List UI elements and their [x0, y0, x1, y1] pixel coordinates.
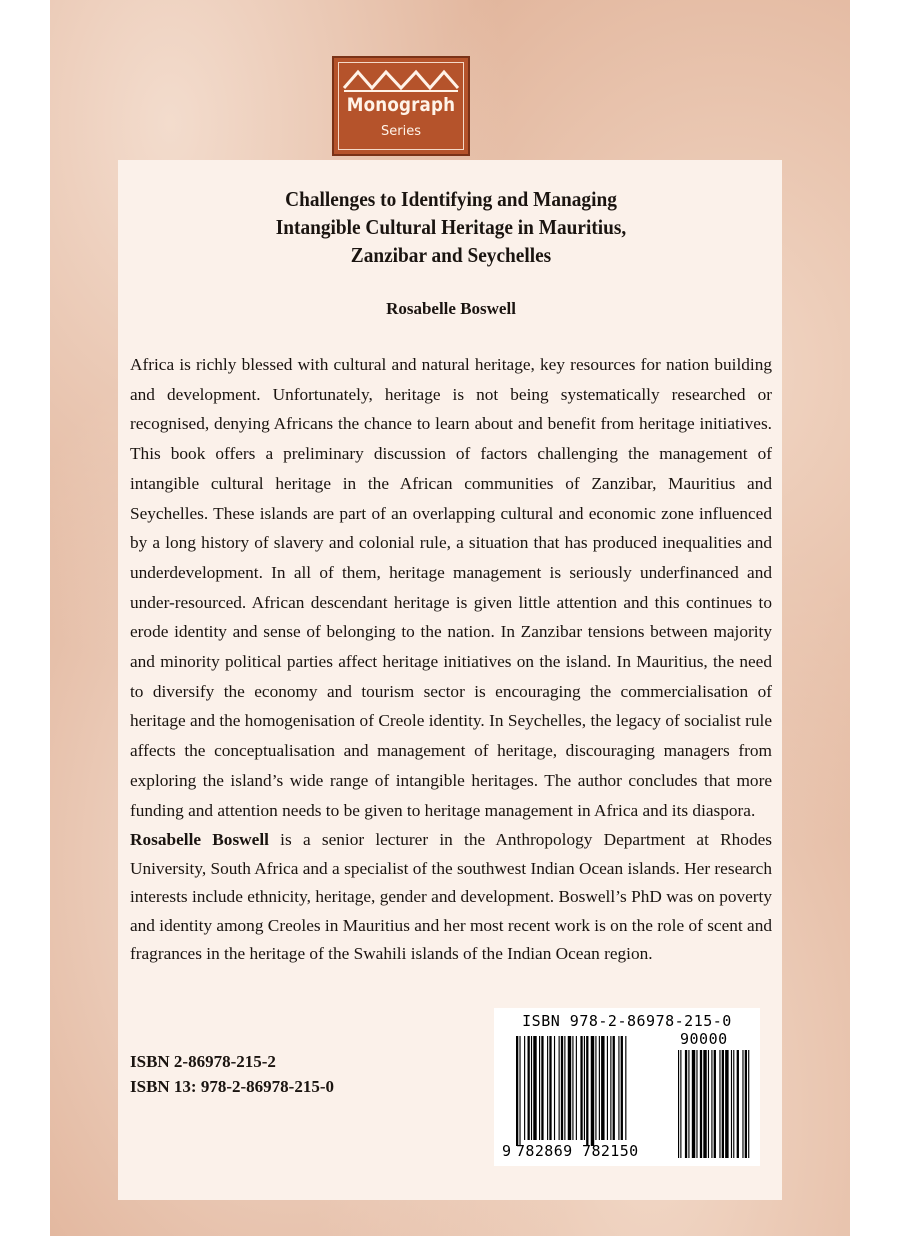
author-bio	[130, 826, 772, 969]
isbn-10: ISBN 2-86978-215-2	[130, 1052, 276, 1071]
isbn-block	[130, 1049, 334, 1099]
title-line: Intangible Cultural Heritage in Mauritius,	[275, 215, 627, 239]
barcode-bar	[528, 1036, 530, 1140]
barcode-addon-bar	[725, 1050, 728, 1158]
barcode-addon-bar	[714, 1050, 716, 1158]
logo-brand-text: Monograph	[346, 94, 456, 116]
title-line: Zanzibar and Seychelles	[350, 243, 552, 267]
book-description: Africa is richly blessed with cultural and natural heritage, key resources for nation building and development. Unfortunately, heritage is not being systematically researched or recognised, denying Africans the chance to learn about and benefit from heritage initiatives. This book offers a preliminary discussion of factors challenging the management of intangible cultural heritage in the African communities of Zanzibar, Mauritius and Seychelles. These islands are part of an overlapping cultural and economic zone influenced by a long history of slavery and colonial rule, a situation that has produced inequalities and underdevelopment. In all of them, heritage management is seriously underfinanced and under-resourced. African descendant heritage is given little attention and this continues to erode identity and sense of belonging to the nation. In Zanzibar tensions between majority and minority political parties affect heritage initiatives on the island. In Mauritius, the need to diversify the economy and tourism sector is encouraging the commercialisation of heritage and the homogenisation of Creole identity. In Seychelles, the legacy of socialist rule affects the conceptualisation and management of heritage, discouraging managers from exploring the island’s wide range of intangible heritages. The author concludes that more funding and attention needs to be given to heritage management in Africa and its diaspora.	[130, 355, 772, 820]
barcode-addon-bar	[685, 1050, 687, 1158]
logo-series-text: Series	[381, 124, 421, 139]
author-name: Rosabelle Boswell	[386, 299, 516, 318]
barcode-bar	[607, 1036, 608, 1140]
barcode-addon-bar	[745, 1050, 747, 1158]
barcode-bar	[601, 1036, 604, 1140]
barcode-bar	[564, 1036, 565, 1140]
barcode-bar	[561, 1036, 563, 1140]
title-line: Challenges to Identifying and Managing	[285, 187, 617, 211]
barcode-bar	[559, 1036, 560, 1140]
barcode-bar	[541, 1036, 543, 1140]
barcode-bar	[519, 1036, 520, 1146]
barcode-addon-bar	[742, 1050, 743, 1158]
isbn-barcode	[494, 1008, 760, 1166]
barcode-lead-digit: 9	[502, 1142, 512, 1160]
barcode-addon-bar	[700, 1050, 702, 1158]
barcode-bar	[568, 1036, 571, 1140]
barcode-addon-bar	[696, 1050, 697, 1158]
barcode-bar	[621, 1036, 623, 1140]
barcode-addon-bar	[688, 1050, 689, 1158]
barcode-bar	[524, 1036, 525, 1140]
barcode-addon-bar	[737, 1050, 739, 1158]
barcode-bar	[625, 1036, 626, 1140]
barcode-bar	[591, 1036, 594, 1146]
barcode-bar	[586, 1036, 588, 1146]
barcode-addon-digits: 90000	[680, 1030, 728, 1048]
barcode-bar	[610, 1036, 611, 1140]
barcode-bar	[599, 1036, 600, 1140]
barcode-bar	[539, 1036, 540, 1140]
barcode-main-digits: 782869 782150	[516, 1142, 639, 1160]
barcode-bar	[595, 1036, 596, 1140]
barcode-addon-bar	[731, 1050, 732, 1158]
barcode-addon-bar	[708, 1050, 709, 1158]
barcode-addon-bar	[719, 1050, 720, 1158]
barcode-bar	[533, 1036, 536, 1140]
barcode-bar	[584, 1036, 585, 1140]
bio-text: is a senior lecturer in the Anthropology Department at Rhodes University, South Africa and a specialist of the southwest Indian Ocean islands. Her research interests include ethnicity, heritage, gender and development. Boswell’s PhD was on poverty and identity among Creoles in Mauritius and her most recent work is on the role of scent and fragrances in the heritage of the Swahili islands of the Indian Ocean region.	[130, 830, 772, 963]
barcode-addon-bar	[680, 1050, 681, 1158]
barcode-bar	[572, 1036, 573, 1140]
monograph-series-logo	[332, 56, 470, 156]
barcode-addon-bar	[733, 1050, 734, 1158]
barcode-addon-bar	[703, 1050, 706, 1158]
bio-author-name: Rosabelle Boswell	[130, 830, 269, 849]
barcode-bar	[516, 1036, 518, 1146]
barcode-addon-bar	[692, 1050, 695, 1158]
isbn-13: ISBN 13: 978-2-86978-215-0	[130, 1077, 334, 1096]
barcode-isbn-label: ISBN 978-2-86978-215-0	[522, 1012, 732, 1030]
barcode-addon-bar	[711, 1050, 712, 1158]
barcode-bar	[618, 1036, 619, 1140]
barcode-bar	[547, 1036, 548, 1140]
book-title	[120, 185, 782, 269]
barcode-addon-bar	[748, 1050, 749, 1158]
barcode-addon-bar	[678, 1050, 679, 1158]
barcode-bar	[576, 1036, 577, 1140]
barcode-bar	[580, 1036, 582, 1140]
zigzag-ornament-icon	[340, 64, 462, 94]
barcode-bar	[531, 1036, 532, 1140]
barcode-bar	[554, 1036, 555, 1140]
barcode-bar	[613, 1036, 615, 1140]
barcode-bar	[549, 1036, 551, 1140]
barcode-addon-bar	[722, 1050, 724, 1158]
